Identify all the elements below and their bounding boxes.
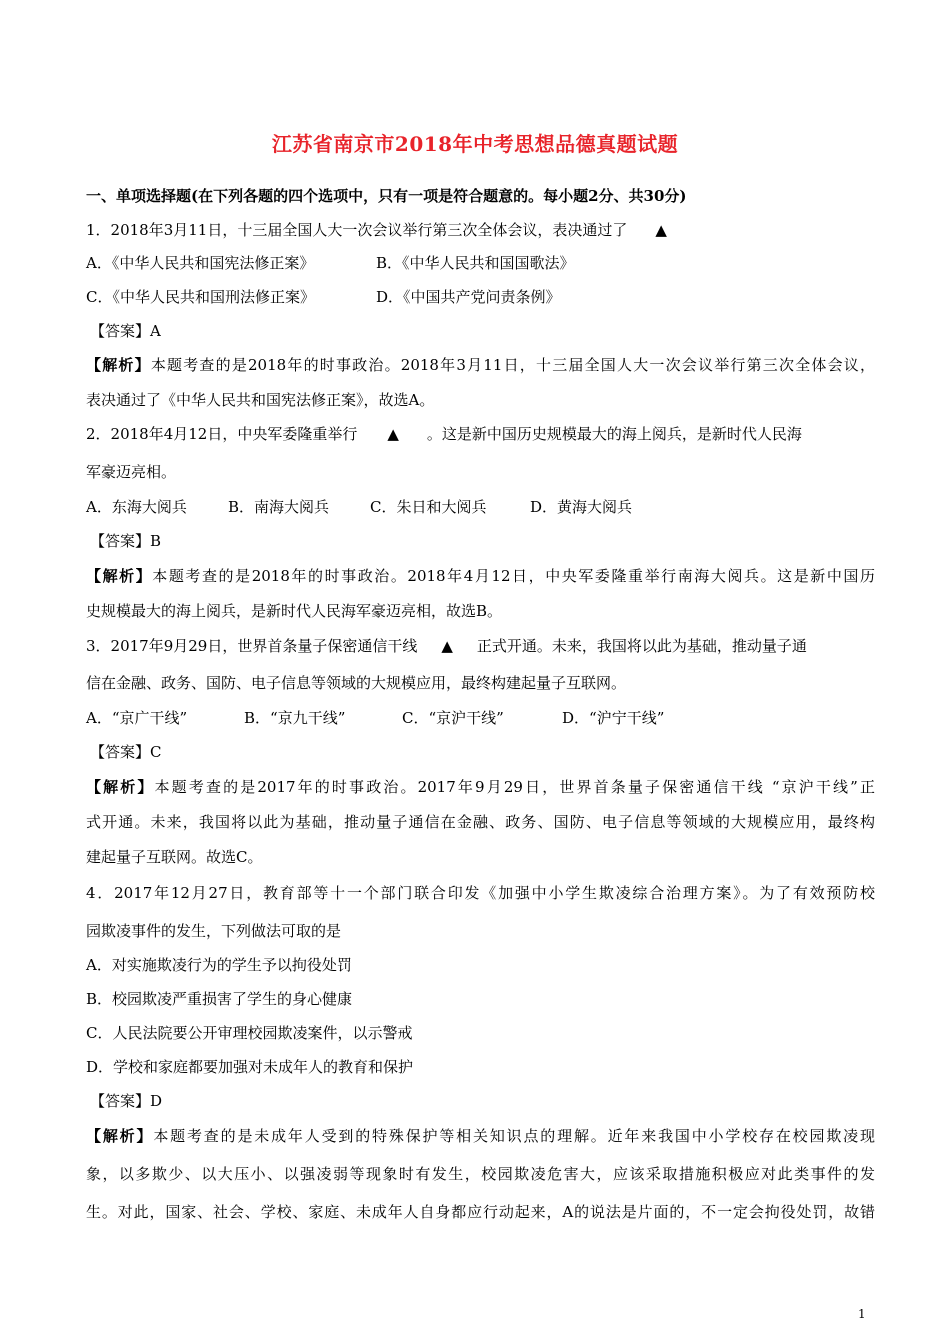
question-4-option-a: A．对实施欺凌行为的学生予以拘役处罚	[86, 956, 352, 974]
option-a: A．“京广干线”	[86, 709, 188, 727]
option-d: D．黄海大阅兵	[530, 498, 633, 516]
question-2-analysis-line1	[86, 566, 875, 586]
analysis-text: 本题考查的是2017年的时事政治。2017年9月29日，世界首条量子保密通信干线 “京沪干线”正	[154, 778, 875, 796]
option-c: C．“京沪干线”	[402, 709, 504, 727]
analysis-label: 【解析】	[86, 778, 155, 796]
question-3-stem-text-b: 正式开通。未来，我国将以此为基础，推动量子通	[476, 637, 807, 655]
question-1-analysis-line1	[86, 355, 875, 375]
question-2-options	[86, 497, 632, 517]
option-b: B．南海大阅兵	[228, 498, 330, 516]
question-3-stem-line2: 信在金融、政务、国防、电子信息等领域的大规模应用，最终构建起量子互联网。	[86, 674, 627, 692]
question-4-stem-line2: 园欺凌事件的发生，下列做法可取的是	[86, 922, 342, 940]
answer-value: C	[150, 743, 162, 761]
question-3-analysis-line2: 式开通。未来，我国将以此为基础，推动量子通信在金融、政务、国防、电子信息等领域的大规模应用，最终构	[86, 813, 875, 831]
question-2-stem-line2: 军豪迈亮相。	[86, 463, 177, 481]
answer-label: 【答案】	[90, 322, 151, 340]
answer-label: 【答案】	[90, 743, 151, 761]
question-1-options-row2	[86, 287, 561, 307]
analysis-label: 【解析】	[86, 356, 151, 374]
question-2-stem-text-b: 。这是新中国历史规模最大的海上阅兵，是新时代人民海	[426, 425, 802, 443]
question-4-answer	[90, 1091, 162, 1111]
option-c: C．《中华人民共和国刑法修正案》	[86, 288, 315, 306]
question-1-options-row1	[86, 253, 575, 273]
option-a: A．东海大阅兵	[86, 498, 187, 516]
question-3-options	[86, 708, 664, 728]
question-2-stem	[86, 424, 802, 444]
question-4-option-d: D．学校和家庭都要加强对未成年人的教育和保护	[86, 1058, 414, 1076]
option-d: D．《中国共产党问责条例》	[376, 288, 561, 306]
answer-value: B	[150, 532, 162, 550]
option-c: C．朱日和大阅兵	[370, 498, 487, 516]
analysis-text: 本题考查的是2018年的时事政治。2018年4月12日，中央军委隆重举行南海大阅兵。这是新中国历	[152, 567, 875, 585]
question-4-analysis-line1	[86, 1126, 875, 1146]
question-3-stem	[86, 636, 807, 656]
page-number: 1	[858, 1307, 866, 1321]
question-3-analysis-line3: 建起量子互联网。故选C。	[86, 848, 263, 866]
answer-value: D	[150, 1092, 163, 1110]
section-heading: 一、单项选择题(在下列各题的四个选项中，只有一项是符合题意的。每小题2分、共30分)	[86, 187, 687, 205]
option-d: D．“沪宁干线”	[562, 709, 665, 727]
option-b: B．“京九干线”	[244, 709, 346, 727]
question-4-stem-line1: 4．2017年12月27日，教育部等十一个部门联合印发《加强中小学生欺凌综合治理方案》。为了有效预防校	[86, 884, 875, 902]
answer-value: A	[150, 322, 161, 340]
question-1-answer	[90, 321, 161, 341]
analysis-label: 【解析】	[86, 1127, 154, 1145]
question-4-option-b: B．校园欺凌严重损害了学生的身心健康	[86, 990, 353, 1008]
question-4-option-c: C．人民法院要公开审理校园欺凌案件，以示警戒	[86, 1024, 413, 1042]
answer-label: 【答案】	[90, 1092, 151, 1110]
analysis-label: 【解析】	[86, 567, 153, 585]
question-1-stem-text: 1．2018年3月11日，十三届全国人大一次会议举行第三次全体会议，表决通过了	[86, 221, 628, 239]
blank-triangle: ▲	[655, 221, 667, 239]
question-3-analysis-line1	[86, 777, 875, 797]
analysis-text: 本题考查的是未成年人受到的特殊保护等相关知识点的理解。近年来我国中小学校存在校园欺凌现	[153, 1127, 875, 1145]
page-title: 江苏省南京市2018年中考思想品德真题试题	[271, 132, 679, 156]
option-b: B．《中华人民共和国国歌法》	[376, 254, 575, 272]
question-3-answer	[90, 742, 162, 762]
blank-triangle: ▲	[387, 425, 399, 443]
question-2-answer	[90, 531, 161, 551]
question-2-analysis-line2: 史规模最大的海上阅兵，是新时代人民海军豪迈亮相，故选B。	[86, 602, 503, 620]
question-2-stem-text-a: 2．2018年4月12日，中央军委隆重举行	[86, 425, 358, 443]
option-a: A．《中华人民共和国宪法修正案》	[86, 254, 315, 272]
question-3-stem-text-a: 3．2017年9月29日，世界首条量子保密通信干线	[86, 637, 418, 655]
question-4-analysis-line2: 象，以多欺少、以大压小、以强凌弱等现象时有发生，校园欺凌危害大，应该采取措施积极应对此类事件的发	[86, 1165, 875, 1183]
answer-label: 【答案】	[90, 532, 151, 550]
question-4-analysis-line3: 生。对此，国家、社会、学校、家庭、未成年人自身都应行动起来，A的说法是片面的，不一定会拘役处罚，故错	[86, 1203, 875, 1221]
analysis-text: 本题考查的是2018年的时事政治。2018年3月11日，十三届全国人大一次会议举行第三次全体会议，	[150, 356, 875, 374]
question-1-stem	[86, 220, 667, 240]
question-1-analysis-line2: 表决通过了《中华人民共和国宪法修正案》，故选A。	[86, 391, 435, 409]
blank-triangle: ▲	[441, 637, 453, 655]
